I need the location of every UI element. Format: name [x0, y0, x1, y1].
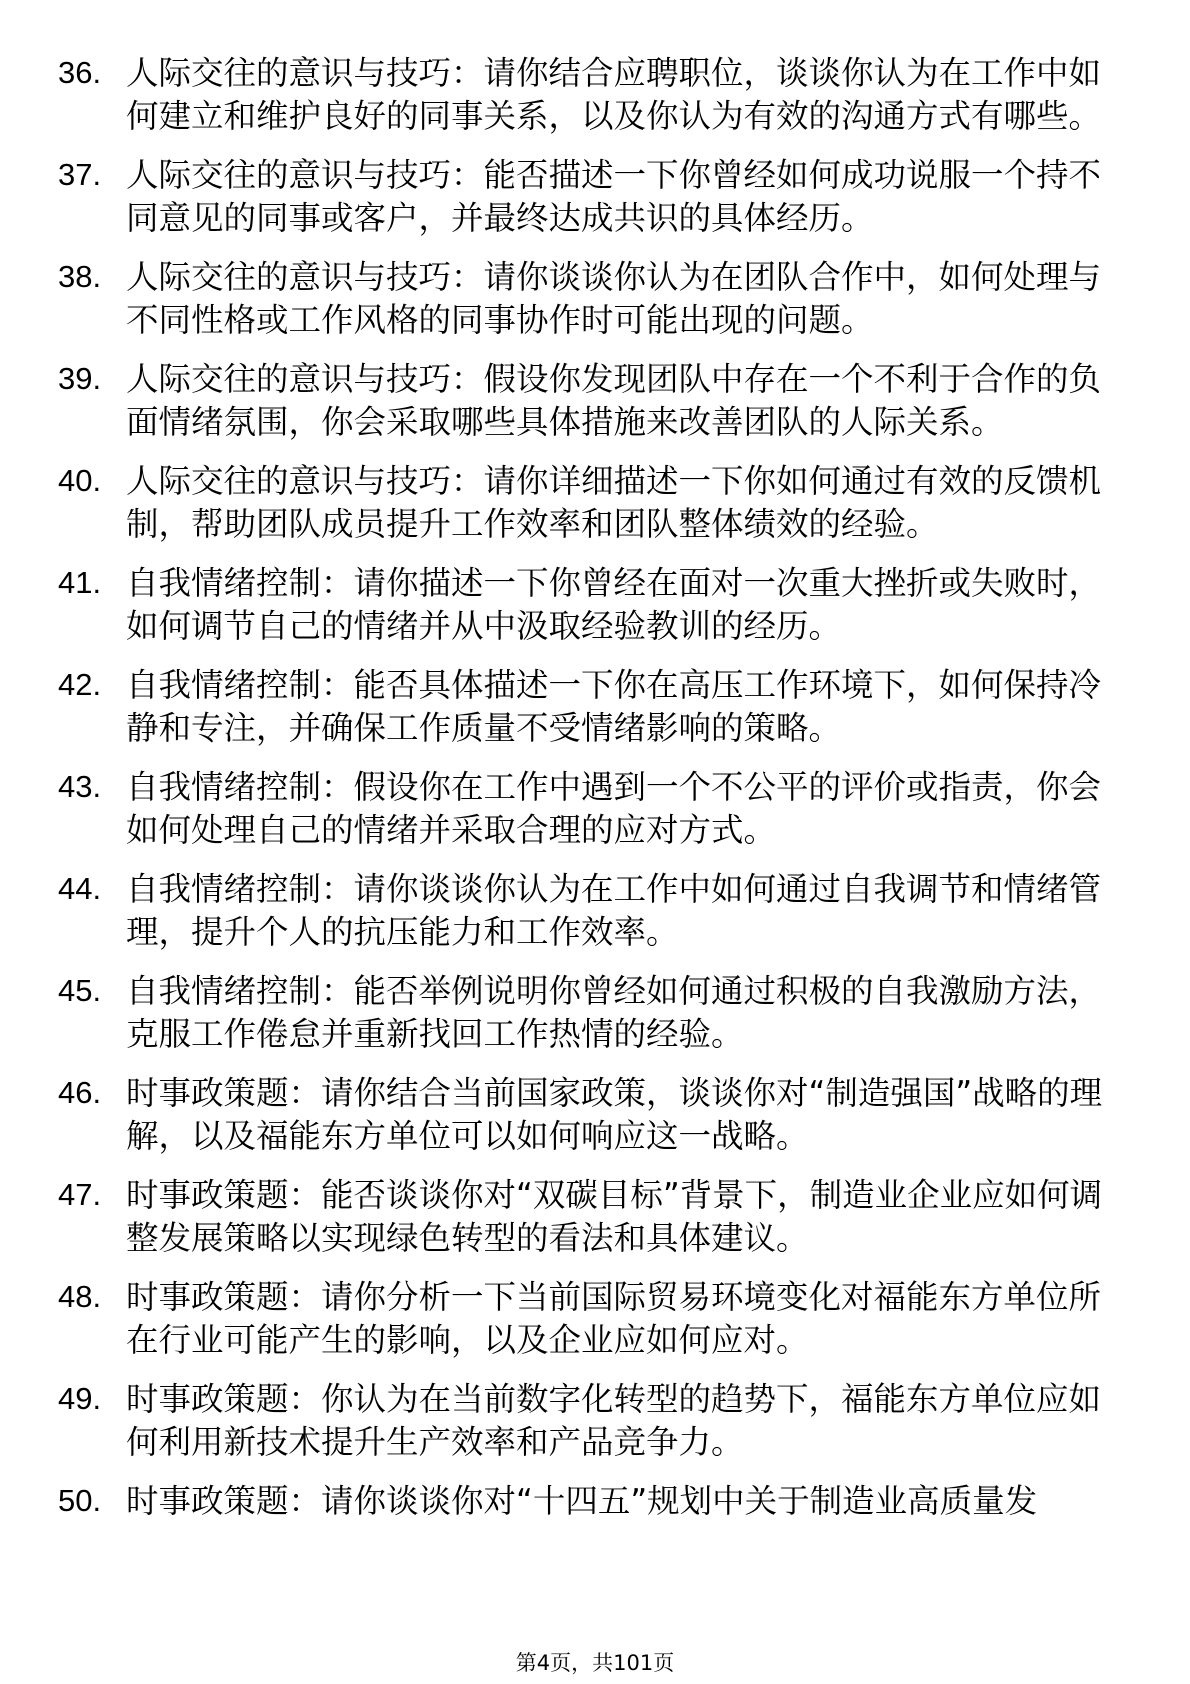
question-text: 人际交往的意识与技巧：请你谈谈你认为在团队合作中，如何处理与不同性格或工作风格的同事协作时可能出现的问题。: [126, 258, 1102, 339]
question-item-41: [58, 562, 1108, 647]
question-number: 46.: [58, 1075, 102, 1110]
question-item-38: [58, 256, 1108, 341]
question-text: 自我情绪控制：请你描述一下你曾经在面对一次重大挫折或失败时，如何调节自己的情绪并从中汲取经验教训的经历。: [126, 564, 1102, 645]
question-item-50: [58, 1480, 1108, 1523]
question-number: 44.: [58, 871, 102, 906]
question-number: 37.: [58, 157, 102, 192]
question-number: 38.: [58, 259, 102, 294]
question-number: 50.: [58, 1483, 102, 1518]
question-text: 自我情绪控制：能否举例说明你曾经如何通过积极的自我激励方法，克服工作倦怠并重新找回工作热情的经验。: [126, 972, 1102, 1053]
question-item-36: [58, 52, 1108, 137]
question-item-39: [58, 358, 1108, 443]
question-text: 时事政策题：请你结合当前国家政策，谈谈你对“制造强国”战略的理解，以及福能东方单位可以如何响应这一战略。: [126, 1074, 1103, 1155]
page-number-footer: 第4页，共101页: [515, 1651, 675, 1675]
question-item-45: [58, 970, 1108, 1055]
question-number: 47.: [58, 1177, 102, 1212]
question-text: 时事政策题：请你谈谈你对“十四五”规划中关于制造业高质量发: [126, 1482, 1038, 1520]
question-item-40: [58, 460, 1108, 545]
question-text: 人际交往的意识与技巧：请你结合应聘职位，谈谈你认为在工作中如何建立和维护良好的同事关系，以及你认为有效的沟通方式有哪些。: [126, 54, 1102, 135]
question-number: 48.: [58, 1279, 102, 1314]
question-number: 45.: [58, 973, 102, 1008]
question-text: 人际交往的意识与技巧：假设你发现团队中存在一个不利于合作的负面情绪氛围，你会采取哪些具体措施来改善团队的人际关系。: [126, 360, 1102, 441]
question-text: 人际交往的意识与技巧：请你详细描述一下你如何通过有效的反馈机制，帮助团队成员提升工作效率和团队整体绩效的经验。: [126, 462, 1102, 543]
question-text: 时事政策题：请你分析一下当前国际贸易环境变化对福能东方单位所在行业可能产生的影响，以及企业应如何应对。: [126, 1278, 1102, 1359]
question-number: 42.: [58, 667, 102, 702]
question-number: 39.: [58, 361, 102, 396]
question-item-43: [58, 766, 1108, 851]
question-item-37: [58, 154, 1108, 239]
question-list: [58, 52, 1108, 1540]
question-text: 时事政策题：能否谈谈你对“双碳目标”背景下，制造业企业应如何调整发展策略以实现绿色转型的看法和具体建议。: [126, 1176, 1103, 1257]
question-item-47: [58, 1174, 1108, 1259]
question-text: 人际交往的意识与技巧：能否描述一下你曾经如何成功说服一个持不同意见的同事或客户，并最终达成共识的具体经历。: [126, 156, 1102, 237]
question-item-44: [58, 868, 1108, 953]
question-item-42: [58, 664, 1108, 749]
question-number: 40.: [58, 463, 102, 498]
question-number: 49.: [58, 1381, 102, 1416]
question-item-49: [58, 1378, 1108, 1463]
question-item-46: [58, 1072, 1108, 1157]
question-number: 41.: [58, 565, 102, 600]
question-text: 自我情绪控制：能否具体描述一下你在高压工作环境下，如何保持冷静和专注，并确保工作质量不受情绪影响的策略。: [126, 666, 1102, 747]
question-number: 36.: [58, 55, 102, 90]
question-number: 43.: [58, 769, 102, 804]
question-text: 自我情绪控制：假设你在工作中遇到一个不公平的评价或指责，你会如何处理自己的情绪并采取合理的应对方式。: [126, 768, 1102, 849]
question-item-48: [58, 1276, 1108, 1361]
question-text: 时事政策题：你认为在当前数字化转型的趋势下，福能东方单位应如何利用新技术提升生产效率和产品竞争力。: [126, 1380, 1102, 1461]
question-text: 自我情绪控制：请你谈谈你认为在工作中如何通过自我调节和情绪管理，提升个人的抗压能力和工作效率。: [126, 870, 1102, 951]
